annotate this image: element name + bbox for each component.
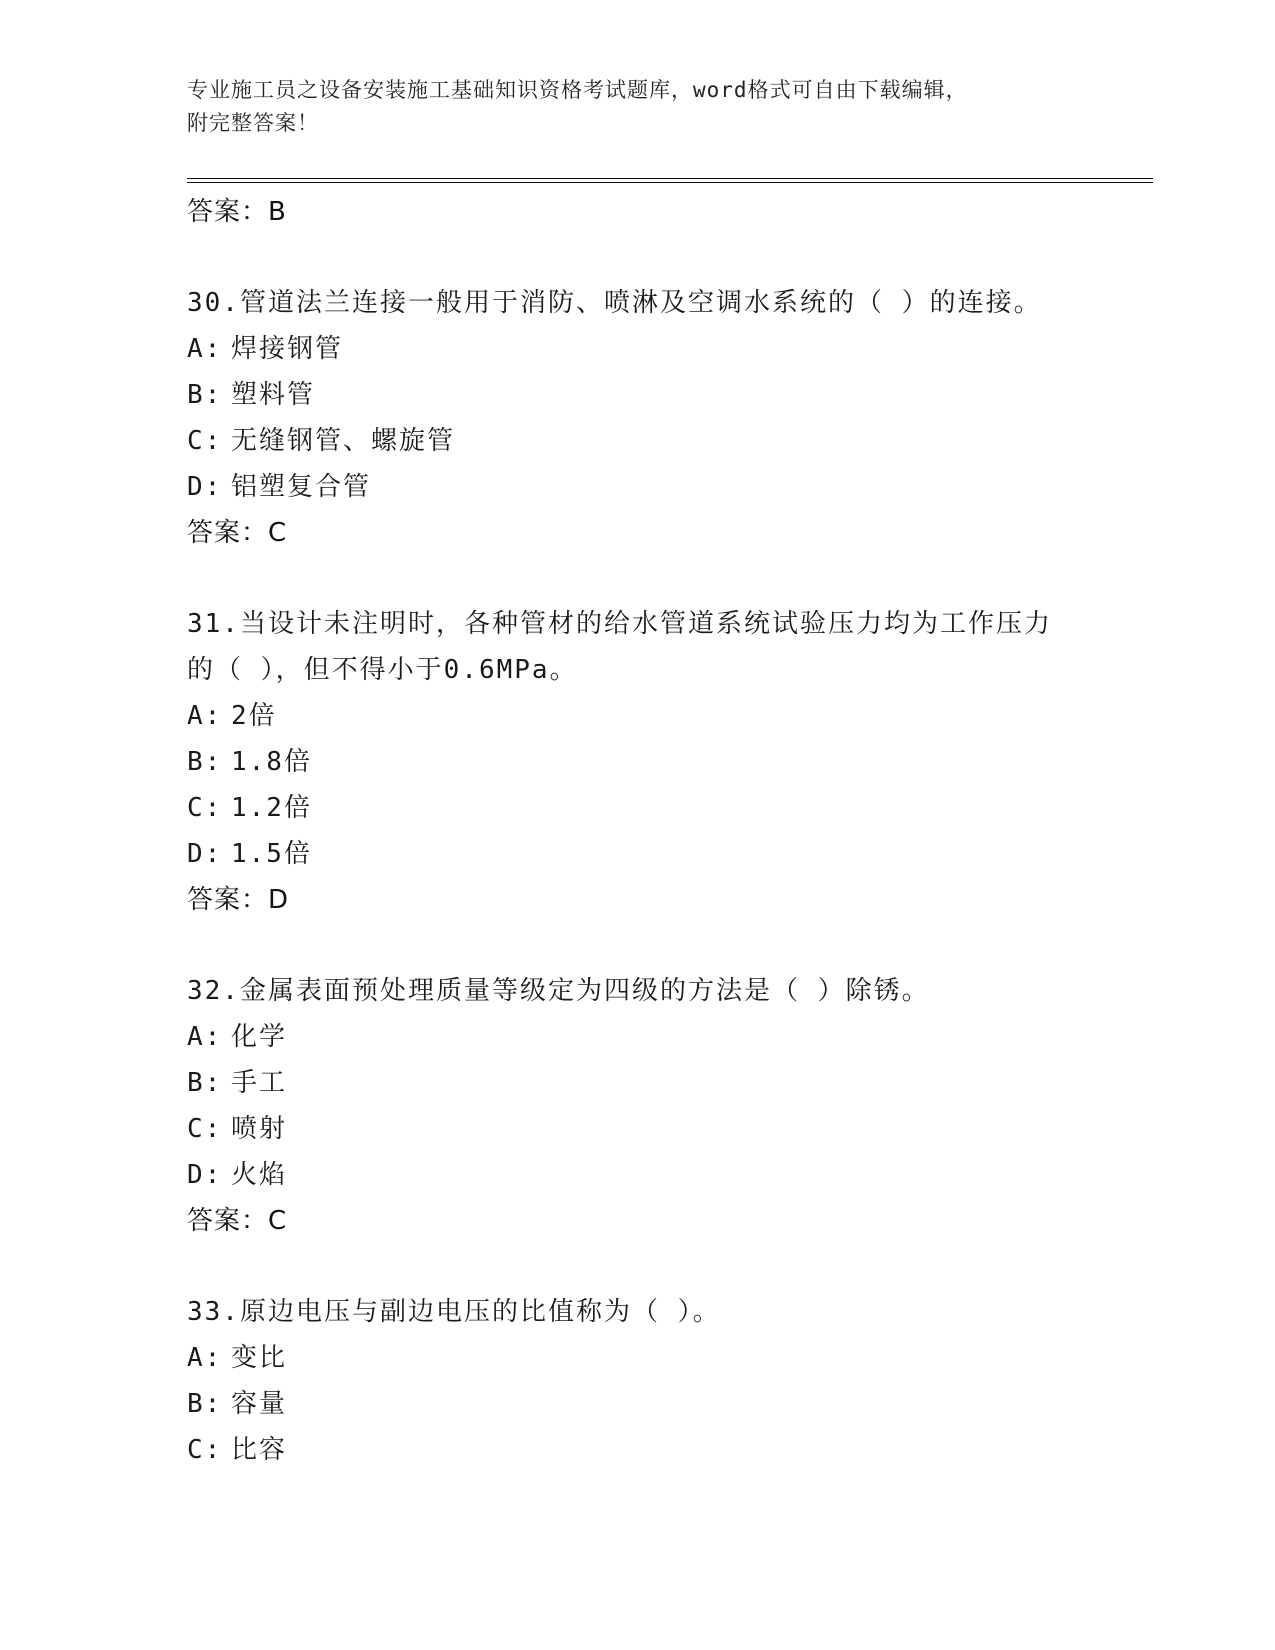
option-letter: A: (187, 334, 223, 364)
question-stem: 30.管道法兰连接一般用于消防、喷淋及空调水系统的（ ）的连接。 (187, 288, 1042, 318)
answer: 答案：D (187, 885, 290, 915)
answer: 答案：C (187, 518, 288, 548)
option-text: 火焰 (231, 1160, 288, 1190)
option-letter: D: (187, 1160, 223, 1190)
option-letter: D: (187, 839, 223, 869)
option-b (187, 739, 1117, 785)
option-text: 手工 (231, 1068, 288, 1098)
option-c (187, 418, 1117, 464)
option-letter: D: (187, 472, 223, 502)
option-b (187, 1381, 1117, 1427)
option-letter: B: (187, 1068, 223, 1098)
question-33 (187, 1289, 1117, 1473)
question-stem-line-1: 31.当设计未注明时，各种管材的给水管道系统试验压力均为工作压力 (187, 609, 1052, 639)
option-d (187, 1152, 1117, 1198)
option-text: 1.2倍 (231, 793, 312, 823)
option-c (187, 1106, 1117, 1152)
option-a (187, 326, 1117, 372)
option-text: 塑料管 (231, 380, 316, 410)
option-text: 无缝钢管、螺旋管 (231, 426, 456, 456)
option-text: 喷射 (231, 1114, 288, 1144)
option-d (187, 464, 1117, 510)
option-letter: C: (187, 793, 223, 823)
document-header (187, 74, 1087, 140)
header-line-1: 专业施工员之设备安装施工基础知识资格考试题库，word格式可自由下载编辑， (187, 78, 968, 102)
option-letter: B: (187, 380, 223, 410)
option-letter: C: (187, 426, 223, 456)
option-letter: B: (187, 747, 223, 777)
question-stem: 32.金属表面预处理质量等级定为四级的方法是（ ）除锈。 (187, 976, 930, 1006)
answer: 答案：C (187, 1206, 288, 1236)
option-text: 焊接钢管 (231, 334, 344, 364)
option-letter: C: (187, 1435, 223, 1465)
question-30 (187, 280, 1117, 556)
option-d (187, 831, 1117, 877)
option-a (187, 693, 1117, 739)
option-a (187, 1335, 1117, 1381)
option-text: 2倍 (231, 701, 277, 731)
option-c (187, 1427, 1117, 1473)
option-b (187, 372, 1117, 418)
question-stem-line-2: 的（ ），但不得小于0.6MPa。 (187, 655, 578, 685)
option-text: 化学 (231, 1022, 288, 1052)
option-text: 铝塑复合管 (231, 472, 372, 502)
header-line-2: 附完整答案！ (187, 111, 319, 135)
option-letter: C: (187, 1114, 223, 1144)
question-31 (187, 601, 1117, 923)
option-text: 变比 (231, 1343, 288, 1373)
option-letter: B: (187, 1389, 223, 1419)
question-stem: 33.原边电压与副边电压的比值称为（ ）。 (187, 1297, 721, 1327)
header-divider-bottom (187, 182, 1153, 183)
option-text: 1.5倍 (231, 839, 312, 869)
option-b (187, 1060, 1117, 1106)
option-text: 1.8倍 (231, 747, 312, 777)
option-a (187, 1014, 1117, 1060)
option-letter: A: (187, 1022, 223, 1052)
header-divider-top (187, 178, 1153, 179)
document-body (187, 189, 1117, 1473)
option-text: 比容 (231, 1435, 288, 1465)
option-letter: A: (187, 1343, 223, 1373)
option-c (187, 785, 1117, 831)
answer-previous: 答案：B (187, 197, 287, 227)
option-letter: A: (187, 701, 223, 731)
question-32 (187, 968, 1117, 1244)
option-text: 容量 (231, 1389, 288, 1419)
